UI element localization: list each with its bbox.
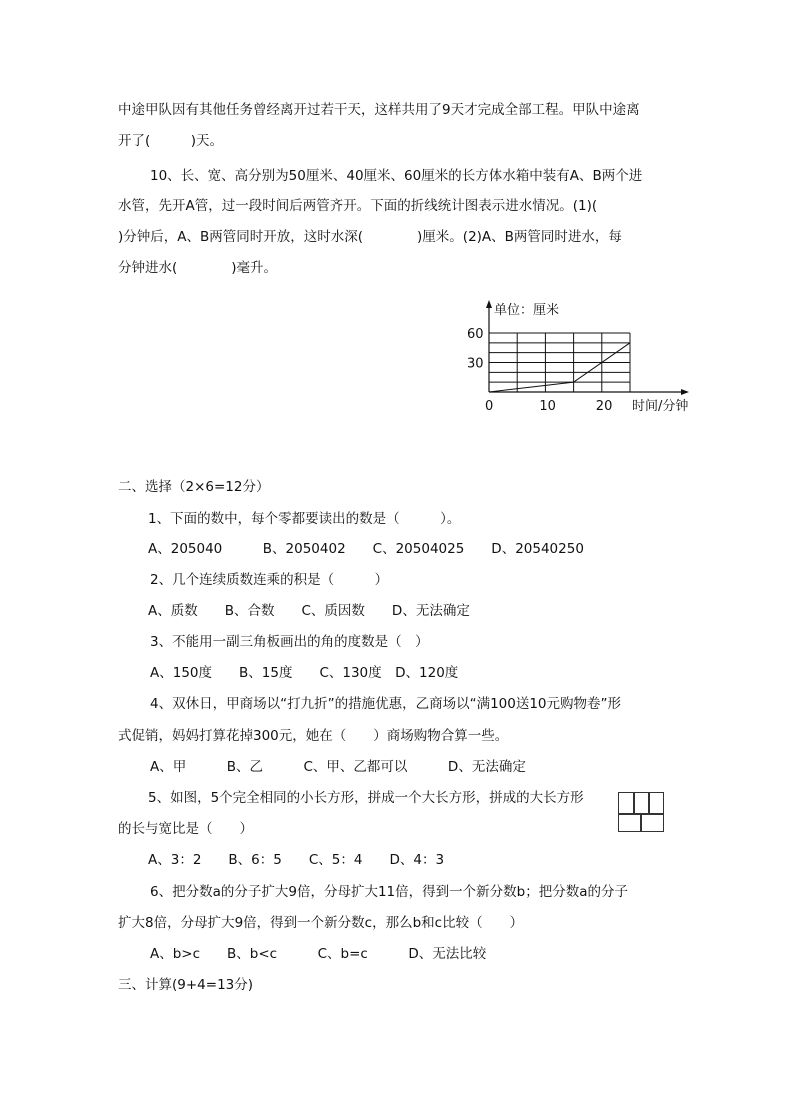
question-10-line-2: 水管，先开A管，过一段时间后两管齐开。下面的折线统计图表示进水情况。(1)( [118, 198, 598, 214]
question-10-line-3: )分钟后，A、B两管同时开放，这时水深( )厘米。(2)A、B两管同时进水，每 [118, 229, 622, 245]
question-9-line-1: 中途甲队因有其他任务曾经离开过若干天，这样共用了9天才完成全部工程。甲队中途离 [118, 102, 640, 118]
q5-options: A、3：2 B、6：5 C、5：4 D、4：3 [148, 852, 445, 868]
water-level-chart [440, 290, 700, 420]
y-tick-label: 30 [467, 356, 484, 372]
question-9-line-2: 开了( )天。 [118, 133, 224, 149]
q5-stem-1: 5、如图，5个完全相同的小长方形，拼成一个大长方形，拼成的大长方形 [148, 790, 584, 806]
section-3-title: 三、计算(9+4=13分) [118, 977, 254, 993]
x-axis-label: 时间/分钟 [632, 399, 689, 414]
q5-stem-2: 的长与宽比是（ ） [118, 821, 253, 837]
x-tick-label: 20 [595, 399, 613, 414]
x-axis-arrow [681, 389, 689, 395]
y-axis-label: 单位：厘米 [494, 303, 560, 318]
q6-stem-1: 6、把分数a的分子扩大9倍，分母扩大11倍，得到一个新分数b；把分数a的分子 [150, 884, 628, 900]
q6-options: A、b>c B、b<c C、b=c D、无法比较 [150, 946, 487, 962]
q1-stem: 1、下面的数中，每个零都要读出的数是（ ）。 [148, 511, 461, 527]
y-tick-label: 60 [467, 327, 484, 342]
q1-options: A、205040 B、2050402 C、20504025 D、20540250 [148, 541, 584, 557]
q3-stem: 3、不能用一副三角板画出的角的度数是（ ） [150, 634, 429, 650]
section-2-title: 二、选择（2×6=12分） [118, 479, 270, 495]
q3-options: A、150度 B、15度 C、130度 D、120度 [150, 665, 459, 681]
x-tick-label: 0 [485, 399, 494, 414]
x-tick-label: 10 [539, 399, 556, 414]
q6-stem-2: 扩大8倍，分母扩大9倍，得到一个新分数c，那么b和c比较（ ） [118, 915, 524, 931]
q4-options: A、甲 B、乙 C、甲、乙都可以 D、无法确定 [150, 759, 526, 775]
q2-stem: 2、几个连续质数连乘的积是（ ） [150, 572, 389, 588]
y-axis-arrow [486, 300, 492, 308]
chart-grid [489, 333, 630, 392]
question-10-line-4: 分钟进水( )毫升。 [118, 260, 278, 276]
water-level-line [489, 343, 630, 392]
q4-stem-1: 4、双休日，甲商场以“打九折”的措施优惠，乙商场以“满100送10元购物卷”形 [150, 696, 622, 712]
q4-stem-2: 式促销，妈妈打算花掉300元，她在（ ）商场购物合算一些。 [118, 728, 509, 744]
question-10-line-1: 10、长、宽、高分别为50厘米、40厘米、60厘米的长方体水箱中装有A、B两个进 [150, 168, 643, 184]
rectangle-tiling-figure [618, 792, 664, 832]
q2-options: A、质数 B、合数 C、质因数 D、无法确定 [148, 603, 470, 619]
